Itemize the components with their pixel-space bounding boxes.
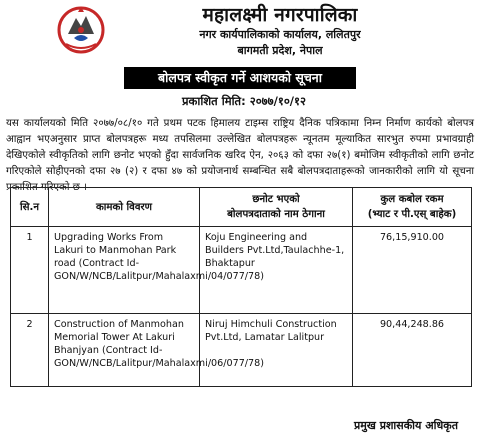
- cell-amount: 76,15,910.00: [353, 227, 472, 314]
- province-name: बागमती प्रदेश, नेपाल: [237, 44, 323, 57]
- organization-name: महालक्ष्मी नगरपालिका: [202, 4, 358, 26]
- published-date: प्रकाशित मिति: २०७७/१०/१२: [182, 94, 306, 108]
- notice-body: यस कार्यालयको मिति २०७७/०८/१० गते प्रथम पटक हिमालय टाइम्स राष्ट्रिय दैनिक पत्रिकामा निम्न निर्माण कार्यको बोलपत्र आह्वान भएअनुसार प्राप्त बोलपत्रहरू मध्य तपसिलमा उल्लेखित बोलपत्रहरू न्यूनतम मूल्याकित सारभुत रुपमा प्रभावग्राही देखिएकोले स्वीकृतिको लागि छनोट भएको हुँदा सार्वजनिक खरिद ऐन, २०६३ को दफा २७(१) बमोजिम स्वीकृतीको लागि छनोट गरिएकोले सोहीएनको दफा २७ (२) र दफा ४७ को प्रयोजनार्थ सम्बन्धित सबै बोलपत्रदाताहरूको जानकारीको लागि यो सूचना प्रकाशित गरिएको छ ।: [6, 118, 474, 193]
- nepal-emblem-logo: [56, 4, 106, 54]
- cell-work: Upgrading Works From Lakuri to Manmohan Park road (Contract Id-GON/W/NCB/Lalitpur/Mahalaxmi/04/077/78): [49, 227, 200, 314]
- table-row: [11, 227, 472, 314]
- header-contractor: छनोट भएको बोलपत्रदाताको नाम ठेगाना: [200, 188, 353, 227]
- notice-title: बोलपत्र स्वीकृत गर्ने आशयको सूचना: [124, 67, 356, 89]
- table-row: [11, 314, 472, 387]
- table-header-row: [11, 188, 472, 227]
- header-work: कामको विवरण: [49, 188, 200, 227]
- cell-amount: 90,44,248.86: [353, 314, 472, 387]
- cell-sn: 1: [11, 227, 49, 314]
- header-sn: सि.न: [11, 188, 49, 227]
- signature-title: प्रमुख प्रशासकीय अधिकृत: [354, 419, 458, 432]
- cell-contractor: Niruj Himchuli Construction Pvt.Ltd, Lamatar Lalitpur: [200, 314, 353, 387]
- cell-contractor: Koju Engineering and Builders Pvt.Ltd,Taulachhe-1, Bhaktapur: [200, 227, 353, 314]
- office-name: नगर कार्यपालिकाको कार्यालय, ललितपुर: [199, 28, 361, 41]
- emblem-graphic: [56, 4, 106, 54]
- bid-table: [10, 187, 472, 387]
- header-amount: कुल कबोल रकम (भ्याट र पी.एस् बाहेक): [353, 188, 472, 227]
- cell-work: Construction of Manmohan Memorial Tower At Lakuri Bhanjyan (Contract Id-GON/W/NCB/Lalitpur/Mahalaxmi/06/077/78): [49, 314, 200, 387]
- header-block: [120, 3, 440, 58]
- cell-sn: 2: [11, 314, 49, 387]
